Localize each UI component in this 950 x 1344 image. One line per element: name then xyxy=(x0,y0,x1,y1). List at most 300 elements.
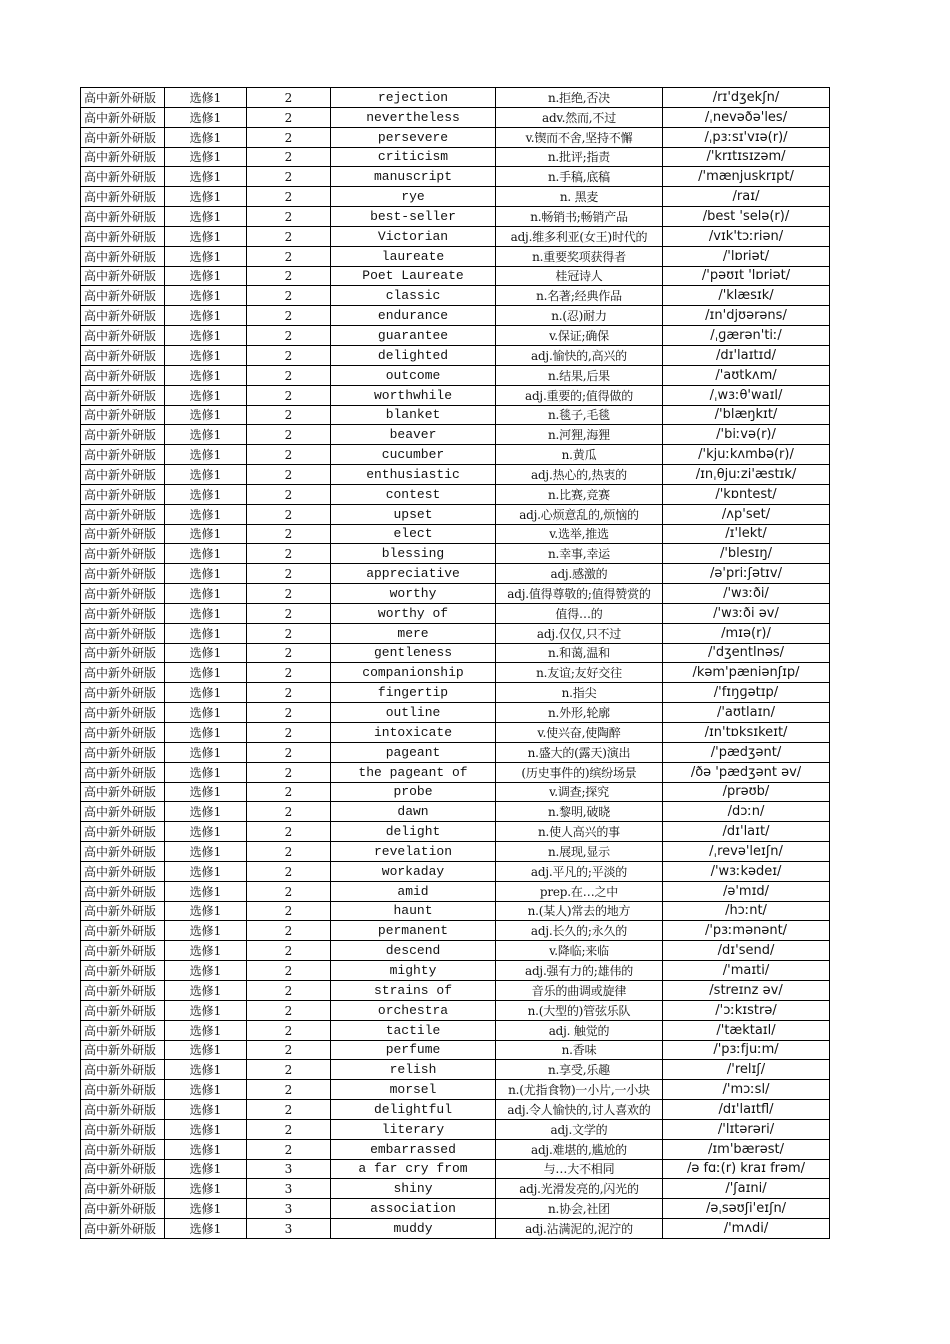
word-cell: appreciative xyxy=(331,564,496,584)
table-row xyxy=(81,703,830,723)
meaning-cell: n.(尤指食物)一小片,一小块 xyxy=(496,1080,663,1100)
table-row xyxy=(81,683,830,703)
unit-cell: 2 xyxy=(247,643,331,663)
meaning-cell: n.(忍)耐力 xyxy=(496,306,663,326)
phonetic-cell: /best 'selə(r)/ xyxy=(663,207,830,227)
book-cell: 选修1 xyxy=(165,861,247,881)
phonetic-cell: /ðə 'pædʒənt əv/ xyxy=(663,762,830,782)
textbook-cell: 高中新外研版 xyxy=(81,703,165,723)
unit-cell: 2 xyxy=(247,524,331,544)
book-cell: 选修1 xyxy=(165,1199,247,1219)
book-cell: 选修1 xyxy=(165,524,247,544)
phonetic-cell: /ɪnˌθjuːzi'æstɪk/ xyxy=(663,465,830,485)
word-cell: endurance xyxy=(331,306,496,326)
unit-cell: 2 xyxy=(247,861,331,881)
book-cell: 选修1 xyxy=(165,623,247,643)
book-cell: 选修1 xyxy=(165,107,247,127)
textbook-cell: 高中新外研版 xyxy=(81,742,165,762)
book-cell: 选修1 xyxy=(165,504,247,524)
word-cell: a far cry from xyxy=(331,1159,496,1179)
phonetic-cell: /ˌpɜːsɪ'vɪə(r)/ xyxy=(663,127,830,147)
meaning-cell: adj.强有力的;雄伟的 xyxy=(496,961,663,981)
textbook-cell: 高中新外研版 xyxy=(81,1080,165,1100)
unit-cell: 2 xyxy=(247,326,331,346)
phonetic-cell: /'relɪʃ/ xyxy=(663,1060,830,1080)
meaning-cell: n.手稿,底稿 xyxy=(496,167,663,187)
textbook-cell: 高中新外研版 xyxy=(81,762,165,782)
meaning-cell: adj.愉快的,高兴的 xyxy=(496,345,663,365)
book-cell: 选修1 xyxy=(165,802,247,822)
textbook-cell: 高中新外研版 xyxy=(81,1119,165,1139)
unit-cell: 2 xyxy=(247,603,331,623)
word-cell: blanket xyxy=(331,405,496,425)
word-cell: revelation xyxy=(331,842,496,862)
textbook-cell: 高中新外研版 xyxy=(81,802,165,822)
unit-cell: 3 xyxy=(247,1219,331,1239)
textbook-cell: 高中新外研版 xyxy=(81,683,165,703)
phonetic-cell: /ɪn'djʊərəns/ xyxy=(663,306,830,326)
word-cell: upset xyxy=(331,504,496,524)
table-row xyxy=(81,405,830,425)
unit-cell: 2 xyxy=(247,1000,331,1020)
word-cell: companionship xyxy=(331,663,496,683)
phonetic-cell: /hɔːnt/ xyxy=(663,901,830,921)
book-cell: 选修1 xyxy=(165,723,247,743)
phonetic-cell: /prəʊb/ xyxy=(663,782,830,802)
textbook-cell: 高中新外研版 xyxy=(81,901,165,921)
unit-cell: 2 xyxy=(247,465,331,485)
book-cell: 选修1 xyxy=(165,901,247,921)
meaning-cell: adj.热心的,热衷的 xyxy=(496,465,663,485)
book-cell: 选修1 xyxy=(165,246,247,266)
unit-cell: 2 xyxy=(247,127,331,147)
book-cell: 选修1 xyxy=(165,1159,247,1179)
table-row xyxy=(81,425,830,445)
meaning-cell: n.黄瓜 xyxy=(496,445,663,465)
textbook-cell: 高中新外研版 xyxy=(81,603,165,623)
unit-cell: 2 xyxy=(247,306,331,326)
book-cell: 选修1 xyxy=(165,742,247,762)
phonetic-cell: /'lɒriət/ xyxy=(663,246,830,266)
meaning-cell: adj.感激的 xyxy=(496,564,663,584)
meaning-cell: adj.重要的;值得做的 xyxy=(496,385,663,405)
table-row xyxy=(81,187,830,207)
word-cell: permanent xyxy=(331,921,496,941)
word-cell: shiny xyxy=(331,1179,496,1199)
table-row xyxy=(81,465,830,485)
phonetic-cell: /'biːvə(r)/ xyxy=(663,425,830,445)
phonetic-cell: /ə'priːʃətɪv/ xyxy=(663,564,830,584)
word-cell: fingertip xyxy=(331,683,496,703)
textbook-cell: 高中新外研版 xyxy=(81,1060,165,1080)
word-cell: the pageant of xyxy=(331,762,496,782)
textbook-cell: 高中新外研版 xyxy=(81,881,165,901)
book-cell: 选修1 xyxy=(165,385,247,405)
unit-cell: 2 xyxy=(247,703,331,723)
unit-cell: 2 xyxy=(247,663,331,683)
table-row xyxy=(81,1119,830,1139)
phonetic-cell: /'mænjuskrɪpt/ xyxy=(663,167,830,187)
textbook-cell: 高中新外研版 xyxy=(81,1040,165,1060)
phonetic-cell: /'ɔːkɪstrə/ xyxy=(663,1000,830,1020)
table-row xyxy=(81,524,830,544)
word-cell: embarrassed xyxy=(331,1139,496,1159)
word-cell: descend xyxy=(331,941,496,961)
book-cell: 选修1 xyxy=(165,941,247,961)
book-cell: 选修1 xyxy=(165,266,247,286)
unit-cell: 2 xyxy=(247,1100,331,1120)
table-row xyxy=(81,484,830,504)
textbook-cell: 高中新外研版 xyxy=(81,107,165,127)
phonetic-cell: /dɔːn/ xyxy=(663,802,830,822)
unit-cell: 2 xyxy=(247,286,331,306)
table-row xyxy=(81,147,830,167)
table-row xyxy=(81,861,830,881)
table-row xyxy=(81,980,830,1000)
phonetic-cell: /'wɜːði əv/ xyxy=(663,603,830,623)
textbook-cell: 高中新外研版 xyxy=(81,1219,165,1239)
unit-cell: 2 xyxy=(247,385,331,405)
unit-cell: 2 xyxy=(247,762,331,782)
book-cell: 选修1 xyxy=(165,544,247,564)
textbook-cell: 高中新外研版 xyxy=(81,980,165,1000)
phonetic-cell: /ˌwɜːθ'waɪl/ xyxy=(663,385,830,405)
table-row xyxy=(81,941,830,961)
table-row xyxy=(81,306,830,326)
phonetic-cell: /'kjuːkʌmbə(r)/ xyxy=(663,445,830,465)
table-row xyxy=(81,723,830,743)
meaning-cell: n.河狸,海狸 xyxy=(496,425,663,445)
phonetic-cell: /'fɪŋɡətɪp/ xyxy=(663,683,830,703)
meaning-cell: n.比赛,竞赛 xyxy=(496,484,663,504)
book-cell: 选修1 xyxy=(165,842,247,862)
textbook-cell: 高中新外研版 xyxy=(81,207,165,227)
phonetic-cell: /'aʊtlaɪn/ xyxy=(663,703,830,723)
textbook-cell: 高中新外研版 xyxy=(81,782,165,802)
word-cell: elect xyxy=(331,524,496,544)
meaning-cell: adj.仅仅,只不过 xyxy=(496,623,663,643)
phonetic-cell: /'aʊtkʌm/ xyxy=(663,365,830,385)
book-cell: 选修1 xyxy=(165,286,247,306)
table-row xyxy=(81,167,830,187)
unit-cell: 2 xyxy=(247,822,331,842)
meaning-cell: 与…大不相同 xyxy=(496,1159,663,1179)
phonetic-cell: /vɪk'tɔːriən/ xyxy=(663,226,830,246)
textbook-cell: 高中新外研版 xyxy=(81,246,165,266)
meaning-cell: n.协会,社团 xyxy=(496,1199,663,1219)
book-cell: 选修1 xyxy=(165,1179,247,1199)
book-cell: 选修1 xyxy=(165,465,247,485)
phonetic-cell: /ə'mɪd/ xyxy=(663,881,830,901)
unit-cell: 2 xyxy=(247,167,331,187)
meaning-cell: (历史事件的)缤纷场景 xyxy=(496,762,663,782)
meaning-cell: n.拒绝,否决 xyxy=(496,88,663,108)
meaning-cell: n.批评;指责 xyxy=(496,147,663,167)
textbook-cell: 高中新外研版 xyxy=(81,326,165,346)
table-row xyxy=(81,445,830,465)
meaning-cell: n.展现,显示 xyxy=(496,842,663,862)
word-cell: worthy of xyxy=(331,603,496,623)
table-row xyxy=(81,1139,830,1159)
book-cell: 选修1 xyxy=(165,1040,247,1060)
textbook-cell: 高中新外研版 xyxy=(81,1139,165,1159)
unit-cell: 2 xyxy=(247,484,331,504)
phonetic-cell: /ə fɑː(r) kraɪ frəm/ xyxy=(663,1159,830,1179)
word-cell: literary xyxy=(331,1119,496,1139)
word-cell: haunt xyxy=(331,901,496,921)
textbook-cell: 高中新外研版 xyxy=(81,941,165,961)
unit-cell: 3 xyxy=(247,1159,331,1179)
book-cell: 选修1 xyxy=(165,603,247,623)
meaning-cell: adj.文学的 xyxy=(496,1119,663,1139)
book-cell: 选修1 xyxy=(165,306,247,326)
meaning-cell: n. 黑麦 xyxy=(496,187,663,207)
meaning-cell: n.享受,乐趣 xyxy=(496,1060,663,1080)
unit-cell: 2 xyxy=(247,980,331,1000)
textbook-cell: 高中新外研版 xyxy=(81,88,165,108)
book-cell: 选修1 xyxy=(165,881,247,901)
unit-cell: 2 xyxy=(247,723,331,743)
meaning-cell: adj.难堪的,尴尬的 xyxy=(496,1139,663,1159)
phonetic-cell: /'lɪtərəri/ xyxy=(663,1119,830,1139)
word-cell: dawn xyxy=(331,802,496,822)
table-row xyxy=(81,742,830,762)
meaning-cell: n.盛大的(露天)演出 xyxy=(496,742,663,762)
table-row xyxy=(81,107,830,127)
word-cell: nevertheless xyxy=(331,107,496,127)
unit-cell: 2 xyxy=(247,1119,331,1139)
unit-cell: 2 xyxy=(247,405,331,425)
textbook-cell: 高中新外研版 xyxy=(81,484,165,504)
phonetic-cell: /'pædʒənt/ xyxy=(663,742,830,762)
phonetic-cell: /ɪm'bærəst/ xyxy=(663,1139,830,1159)
meaning-cell: n.名著;经典作品 xyxy=(496,286,663,306)
phonetic-cell: /'pɜːmənənt/ xyxy=(663,921,830,941)
book-cell: 选修1 xyxy=(165,207,247,227)
word-cell: mighty xyxy=(331,961,496,981)
phonetic-cell: /ʌp'set/ xyxy=(663,504,830,524)
table-row xyxy=(81,266,830,286)
book-cell: 选修1 xyxy=(165,782,247,802)
table-row xyxy=(81,564,830,584)
book-cell: 选修1 xyxy=(165,445,247,465)
table-row xyxy=(81,226,830,246)
table-row xyxy=(81,345,830,365)
unit-cell: 2 xyxy=(247,1080,331,1100)
phonetic-cell: /'wɜːkədeɪ/ xyxy=(663,861,830,881)
unit-cell: 2 xyxy=(247,842,331,862)
word-cell: intoxicate xyxy=(331,723,496,743)
word-cell: contest xyxy=(331,484,496,504)
table-row xyxy=(81,961,830,981)
unit-cell: 2 xyxy=(247,1060,331,1080)
word-cell: morsel xyxy=(331,1080,496,1100)
table-row xyxy=(81,881,830,901)
table-row xyxy=(81,802,830,822)
meaning-cell: v.锲而不舍,坚持不懈 xyxy=(496,127,663,147)
textbook-cell: 高中新外研版 xyxy=(81,822,165,842)
book-cell: 选修1 xyxy=(165,961,247,981)
phonetic-cell: /'mɔːsl/ xyxy=(663,1080,830,1100)
meaning-cell: prep.在…之中 xyxy=(496,881,663,901)
table-row xyxy=(81,1000,830,1020)
table-row xyxy=(81,1100,830,1120)
table-row xyxy=(81,385,830,405)
book-cell: 选修1 xyxy=(165,1020,247,1040)
word-cell: probe xyxy=(331,782,496,802)
unit-cell: 2 xyxy=(247,365,331,385)
book-cell: 选修1 xyxy=(165,1119,247,1139)
phonetic-cell: /mɪə(r)/ xyxy=(663,623,830,643)
unit-cell: 2 xyxy=(247,683,331,703)
table-row xyxy=(81,286,830,306)
phonetic-cell: /'blæŋkɪt/ xyxy=(663,405,830,425)
book-cell: 选修1 xyxy=(165,663,247,683)
word-cell: persevere xyxy=(331,127,496,147)
meaning-cell: n.幸事,幸运 xyxy=(496,544,663,564)
word-cell: guarantee xyxy=(331,326,496,346)
meaning-cell: v.使兴奋,使陶醉 xyxy=(496,723,663,743)
book-cell: 选修1 xyxy=(165,226,247,246)
meaning-cell: 桂冠诗人 xyxy=(496,266,663,286)
word-cell: best-seller xyxy=(331,207,496,227)
table-row xyxy=(81,1179,830,1199)
phonetic-cell: /dɪ'laɪtfl/ xyxy=(663,1100,830,1120)
book-cell: 选修1 xyxy=(165,187,247,207)
table-row xyxy=(81,584,830,604)
table-row xyxy=(81,762,830,782)
word-cell: delightful xyxy=(331,1100,496,1120)
textbook-cell: 高中新外研版 xyxy=(81,643,165,663)
phonetic-cell: /rɪ'dʒekʃn/ xyxy=(663,88,830,108)
table-row xyxy=(81,1159,830,1179)
textbook-cell: 高中新外研版 xyxy=(81,226,165,246)
table-row xyxy=(81,207,830,227)
meaning-cell: n.香味 xyxy=(496,1040,663,1060)
textbook-cell: 高中新外研版 xyxy=(81,405,165,425)
textbook-cell: 高中新外研版 xyxy=(81,306,165,326)
meaning-cell: n.友谊;友好交往 xyxy=(496,663,663,683)
word-cell: association xyxy=(331,1199,496,1219)
phonetic-cell: /dɪ'laɪt/ xyxy=(663,822,830,842)
meaning-cell: n.重要奖项获得者 xyxy=(496,246,663,266)
book-cell: 选修1 xyxy=(165,921,247,941)
table-row xyxy=(81,1020,830,1040)
meaning-cell: n.使人高兴的事 xyxy=(496,822,663,842)
phonetic-cell: /'maɪti/ xyxy=(663,961,830,981)
meaning-cell: 音乐的曲调或旋律 xyxy=(496,980,663,1000)
phonetic-cell: /'krɪtɪsɪzəm/ xyxy=(663,147,830,167)
textbook-cell: 高中新外研版 xyxy=(81,564,165,584)
phonetic-cell: /ˌnevəðə'les/ xyxy=(663,107,830,127)
table-row xyxy=(81,88,830,108)
word-cell: muddy xyxy=(331,1219,496,1239)
word-cell: enthusiastic xyxy=(331,465,496,485)
textbook-cell: 高中新外研版 xyxy=(81,1000,165,1020)
book-cell: 选修1 xyxy=(165,762,247,782)
textbook-cell: 高中新外研版 xyxy=(81,187,165,207)
phonetic-cell: /ˌɡærən'tiː/ xyxy=(663,326,830,346)
unit-cell: 2 xyxy=(247,207,331,227)
unit-cell: 2 xyxy=(247,623,331,643)
word-cell: classic xyxy=(331,286,496,306)
unit-cell: 2 xyxy=(247,802,331,822)
phonetic-cell: /'pɜːfjuːm/ xyxy=(663,1040,830,1060)
book-cell: 选修1 xyxy=(165,564,247,584)
meaning-cell: adj.维多利亚(女王)时代的 xyxy=(496,226,663,246)
book-cell: 选修1 xyxy=(165,703,247,723)
meaning-cell: n.指尖 xyxy=(496,683,663,703)
phonetic-cell: /raɪ/ xyxy=(663,187,830,207)
phonetic-cell: /dɪ'send/ xyxy=(663,941,830,961)
book-cell: 选修1 xyxy=(165,1219,247,1239)
textbook-cell: 高中新外研版 xyxy=(81,723,165,743)
unit-cell: 2 xyxy=(247,445,331,465)
phonetic-cell: /'tæktaɪl/ xyxy=(663,1020,830,1040)
unit-cell: 2 xyxy=(247,266,331,286)
word-cell: blessing xyxy=(331,544,496,564)
table-row xyxy=(81,504,830,524)
unit-cell: 2 xyxy=(247,961,331,981)
unit-cell: 2 xyxy=(247,504,331,524)
book-cell: 选修1 xyxy=(165,1100,247,1120)
unit-cell: 2 xyxy=(247,901,331,921)
book-cell: 选修1 xyxy=(165,822,247,842)
textbook-cell: 高中新外研版 xyxy=(81,1199,165,1219)
textbook-cell: 高中新外研版 xyxy=(81,465,165,485)
word-cell: amid xyxy=(331,881,496,901)
textbook-cell: 高中新外研版 xyxy=(81,425,165,445)
unit-cell: 2 xyxy=(247,425,331,445)
phonetic-cell: /'pəʊɪt 'lɒriət/ xyxy=(663,266,830,286)
unit-cell: 2 xyxy=(247,881,331,901)
meaning-cell: adj.沾满泥的,泥泞的 xyxy=(496,1219,663,1239)
textbook-cell: 高中新外研版 xyxy=(81,385,165,405)
meaning-cell: adj.心烦意乱的,烦恼的 xyxy=(496,504,663,524)
unit-cell: 2 xyxy=(247,782,331,802)
unit-cell: 2 xyxy=(247,246,331,266)
word-cell: mere xyxy=(331,623,496,643)
book-cell: 选修1 xyxy=(165,167,247,187)
phonetic-cell: /dɪ'laɪtɪd/ xyxy=(663,345,830,365)
meaning-cell: adj. 触觉的 xyxy=(496,1020,663,1040)
book-cell: 选修1 xyxy=(165,1000,247,1020)
word-cell: worthwhile xyxy=(331,385,496,405)
phonetic-cell: /'ʃaɪni/ xyxy=(663,1179,830,1199)
book-cell: 选修1 xyxy=(165,345,247,365)
unit-cell: 2 xyxy=(247,187,331,207)
unit-cell: 2 xyxy=(247,88,331,108)
table-row xyxy=(81,623,830,643)
word-cell: tactile xyxy=(331,1020,496,1040)
meaning-cell: adj.值得尊敬的;值得赞赏的 xyxy=(496,584,663,604)
word-cell: pageant xyxy=(331,742,496,762)
word-cell: beaver xyxy=(331,425,496,445)
word-cell: relish xyxy=(331,1060,496,1080)
unit-cell: 2 xyxy=(247,107,331,127)
meaning-cell: n.和蔼,温和 xyxy=(496,643,663,663)
book-cell: 选修1 xyxy=(165,147,247,167)
unit-cell: 3 xyxy=(247,1179,331,1199)
textbook-cell: 高中新外研版 xyxy=(81,524,165,544)
textbook-cell: 高中新外研版 xyxy=(81,127,165,147)
table-row xyxy=(81,603,830,623)
meaning-cell: n.结果,后果 xyxy=(496,365,663,385)
meaning-cell: v.降临;来临 xyxy=(496,941,663,961)
table-row xyxy=(81,127,830,147)
table-row xyxy=(81,822,830,842)
phonetic-cell: /'kɒntest/ xyxy=(663,484,830,504)
